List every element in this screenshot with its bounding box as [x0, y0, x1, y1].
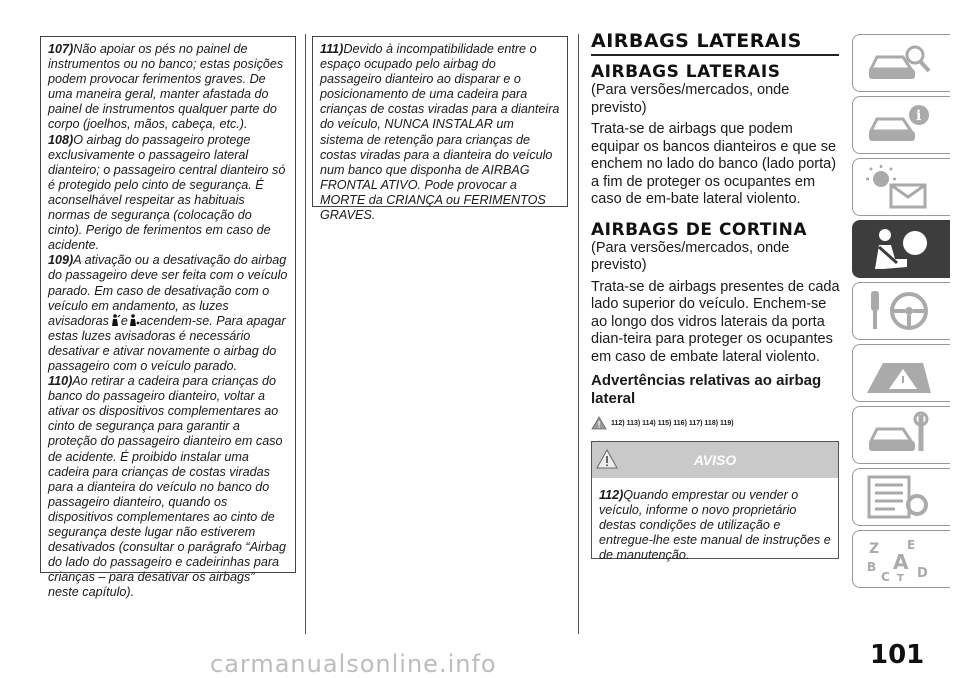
tab-starting-driving[interactable]: [852, 282, 950, 340]
curtain-airbags-paragraph: Trata-se de airbags presentes de cada lado superior do veículo. Enchem-se ao longo dos vidros laterais da porta dian-teira para proteger os ocupantes em caso de embate lateral violento.: [591, 278, 840, 365]
notice-header: [592, 442, 838, 478]
column-divider-2: [578, 34, 579, 634]
column-divider-1: [305, 34, 306, 634]
warnings-heading: Advertências relativas ao airbag lateral: [591, 372, 822, 407]
notice-title: AVISO: [693, 452, 737, 468]
note-107: 107)Não apoiar os pés no painel de instrumentos ou no banco; estas posições podem provocar ferimentos graves. De uma maneira geral, manter afastada do painel de instrumentos qualquer parte do corpo (joelhos, mãos, cabeça, etc.).: [48, 42, 284, 132]
note-111: 111)Devido à incompatibilidade entre o espaço ocupado pelo airbag do passageiro dianteiro ao disparar e o posicionamento de uma cadeira para crianças de costas viradas para a dianteira do veículo, NUNCA INSTALAR um sistema de retenção para crianças de costas viradas para a dianteira do veículo num banco que disponha de AIRBAG FRONTAL ATIVO. Pode provocar a MORTE da CRIANÇA ou FERIMENTOS GRAVES.: [320, 42, 560, 223]
section-title: AIRBAGS LATERAIS: [591, 30, 802, 52]
seat-airbag-icon: [863, 225, 935, 273]
car-info-icon: [863, 101, 935, 149]
side-airbags-paragraph: Trata-se de airbags que podem equipar os bancos dianteiros e que se enchem no lado do banco (lado porta) a fim de proteger os ocupantes em caso de em-bate lateral violento.: [591, 121, 837, 207]
list-settings-icon: [863, 473, 935, 521]
airbag-warning-icon: [128, 314, 140, 326]
note-108: 108)O airbag do passageiro protege exclusivamente o passageiro lateral dianteiro; o passageiro central dianteiro só é protegido pelo cinto de segurança. É aconselhável respeitar as habituais normas de segurança (colocação do cinto). Perigo de ferimentos em caso de acidente.: [48, 132, 286, 253]
warning-lights-icon: [863, 163, 935, 211]
svg-text:B: B: [867, 560, 877, 574]
curtain-airbags-note: (Para versões/mercados, onde previsto): [591, 239, 790, 273]
tab-safety[interactable]: [852, 220, 950, 278]
side-airbags-note: (Para versões/mercados, onde previsto): [591, 82, 790, 116]
svg-text:A: A: [893, 550, 909, 574]
svg-text:D: D: [917, 566, 928, 581]
warning-triangle-icon: [596, 449, 618, 469]
svg-text:C: C: [881, 570, 890, 583]
index-letters-icon: [863, 535, 935, 583]
svg-text:i: i: [916, 108, 922, 124]
airbag-off-icon: [109, 314, 121, 326]
chapter-tabs: [852, 34, 960, 592]
key-steering-icon: [863, 287, 935, 335]
subsection-title-side-airbags: AIRBAGS LATERAIS: [591, 62, 781, 82]
svg-text:E: E: [907, 538, 916, 552]
car-service-icon: [863, 411, 935, 459]
notice-body: 112)Quando emprestar ou vender o veículo, informe o novo proprietário destas condições de utilização e entregue-lhe este manual de instruções e de manutenção.: [599, 488, 831, 563]
tab-knowing-car[interactable]: [852, 34, 950, 92]
warning-box-107-110: [40, 36, 296, 600]
main-column: [591, 30, 841, 487]
notice-box: [591, 441, 839, 563]
tab-emergency[interactable]: [852, 344, 950, 402]
svg-text:T: T: [897, 573, 904, 583]
tab-instrument-panel[interactable]: [852, 96, 950, 154]
subsection-title-curtain-airbags: AIRBAGS DE CORTINA: [591, 219, 808, 240]
tab-index[interactable]: [852, 530, 950, 588]
note-110: 110)Ao retirar a cadeira para crianças do banco do passageiro dianteiro, voltar a ativar os dispositivos complementares ao cinto de segurança para garantir a proteção do passageiro dianteiro em caso de acidente. É proibido instalar uma cadeira para crianças de costas viradas para a dianteira do veículo no banco do passageiro dianteiro, quando os dispositivos complementares ao cinto de segurança deste lugar não estiverem desativados (consultar o parágrafo “Airbag do lado do passageiro e cadeirinhas para crianças – para desativar os airbags” neste capítulo).: [48, 374, 287, 600]
reference-list-1: 112) 113) 114) 115) 116) 117) 118) 119): [591, 415, 841, 431]
tab-technical-data[interactable]: [852, 468, 950, 526]
watermark: carmanualsonline.info: [210, 650, 497, 678]
tab-maintenance[interactable]: [852, 406, 950, 464]
warning-box-111: [312, 36, 568, 223]
tab-warning-lights[interactable]: [852, 158, 950, 216]
warning-triangle-icon: [591, 416, 607, 430]
svg-text:Z: Z: [869, 541, 880, 557]
note-109: 109)A ativação ou a desativação do airbag do passageiro deve ser feita com o veículo parado. Em caso de desativação com o veículo em andamento, as luzes avisadoras e acendem-se. Para apagar estas luzes avisadoras é necessário desativar e ativar novamente o airbag do passageiro com o veículo parado.: [48, 253, 288, 373]
title-rule: [591, 54, 839, 56]
car-search-icon: [863, 39, 935, 87]
road-warning-icon: [863, 349, 935, 397]
page-number: 101: [870, 640, 925, 670]
